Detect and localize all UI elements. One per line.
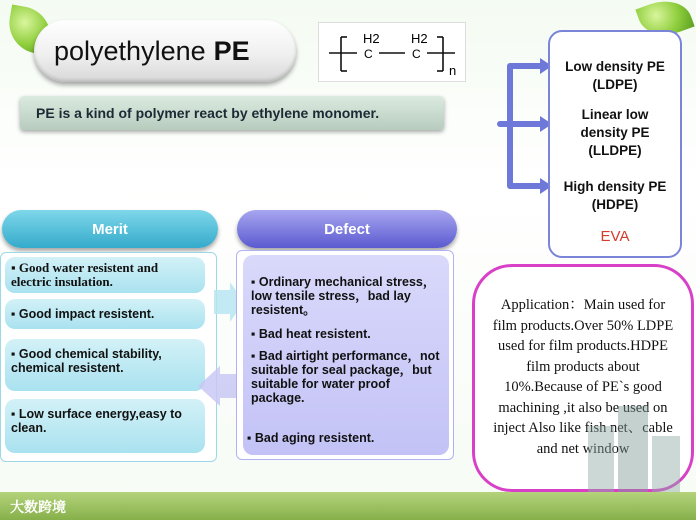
pe-types-panel: [548, 30, 682, 258]
type-hdpe: High density PE (HDPE): [563, 179, 667, 212]
defect-panel: [236, 250, 454, 460]
footer-logo: 大数跨境: [10, 499, 66, 515]
formula-c-left: C: [364, 47, 373, 61]
defect-header: [237, 210, 457, 248]
merit-panel: [0, 252, 217, 462]
formula-h2-left: H2: [363, 31, 380, 46]
type-lldpe: Linear low density PE (LLDPE): [580, 107, 650, 158]
type-ldpe: Low density PE (LDPE): [565, 59, 665, 92]
intro-banner: [20, 96, 444, 130]
title-bold: PE: [213, 35, 250, 66]
chemical-formula: [318, 22, 466, 82]
title-main: polyethylene: [54, 35, 206, 66]
defect-item: ▪ Bad heat resistent.: [251, 327, 371, 341]
bracket-arrows: [496, 56, 552, 196]
page-title: [34, 20, 296, 82]
defect-item: ▪ Bad airtight performance，not suitable for seal package，but suitable for water proof package.: [251, 349, 440, 405]
formula-h2-right: H2: [411, 31, 428, 46]
formula-subscript-n: n: [449, 63, 457, 78]
defect-item: ▪ Ordinary mechanical stress，low tensile stress，bad lay resistent。: [251, 275, 436, 317]
merit-item: ▪ Good chemical stability, chemical resistent.: [5, 339, 205, 391]
defect-header-label: Defect: [324, 220, 370, 238]
application-text: Application：Main used for film products.Over 50% LDPE used for film products.HDPE film products about 10%.Because of PE`s good machining ,it also be used on inject Also like fish net、cable and net window: [492, 297, 674, 457]
merit-header: [2, 210, 218, 248]
merit-header-label: Merit: [92, 220, 128, 238]
formula-diagram: [319, 23, 465, 81]
left-arrow-icon: [198, 366, 238, 406]
type-eva: EVA: [600, 228, 630, 245]
merit-item: ▪ Good water resistent and electric insulation.: [5, 257, 205, 293]
formula-c-right: C: [412, 47, 421, 61]
footer-bar: [0, 492, 696, 520]
building-decoration: [584, 396, 684, 492]
intro-text: PE is a kind of polymer react by ethylene monomer.: [36, 105, 380, 121]
merit-item: ▪ Good impact resistent.: [5, 299, 205, 329]
defect-item: ▪ Bad aging resistent.: [247, 431, 375, 445]
merit-item: ▪ Low surface energy,easy to clean.: [5, 399, 205, 453]
defect-list: [243, 255, 449, 455]
